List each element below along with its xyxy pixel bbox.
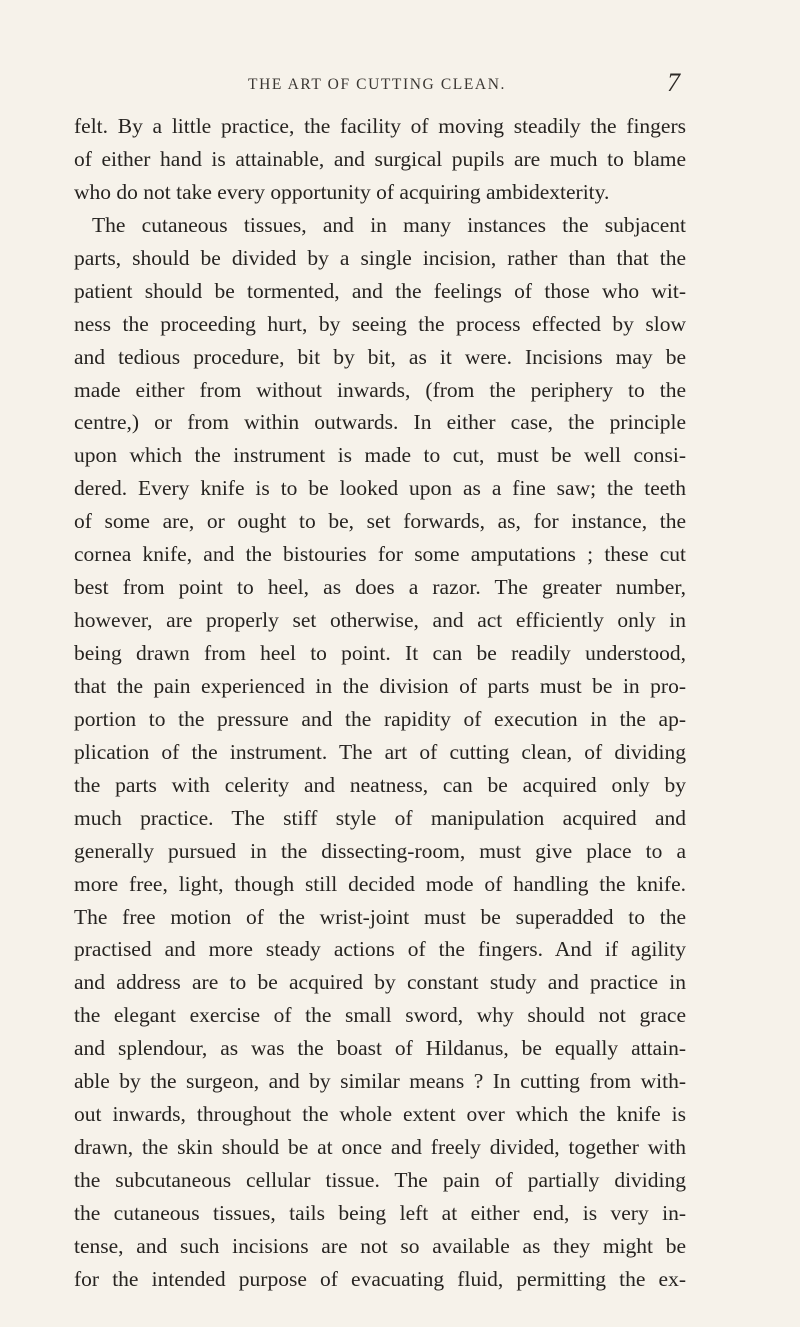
text-line: cornea knife, and the bistouries for some amputations ; these cut	[74, 542, 686, 567]
text-line: dered. Every knife is to be looked upon as a fine saw; the teeth	[74, 476, 686, 501]
text-line: centre,) or from within outwards. In either case, the principle	[74, 410, 686, 435]
text-line: and tedious procedure, bit by bit, as it were. Incisions may be	[74, 344, 686, 369]
text-line: out inwards, throughout the whole extent over which the knife is	[74, 1102, 686, 1127]
text-line: parts, should be divided by a single incision, rather than that the	[74, 245, 686, 270]
text-line: drawn, the skin should be at once and freely divided, together with	[74, 1135, 686, 1160]
text-line: the parts with celerity and neatness, can be acquired only by	[74, 772, 686, 797]
text-line: practised and more steady actions of the fingers. And if agility	[74, 937, 686, 962]
text-line: the elegant exercise of the small sword, why should not grace	[74, 1003, 686, 1028]
text-line: for the intended purpose of evacuating fluid, permitting the ex-	[74, 1266, 686, 1291]
text-line: plication of the instrument. The art of cutting clean, of dividing	[74, 739, 686, 764]
text-line: of some are, or ought to be, set forwards, as, for instance, the	[74, 509, 686, 534]
text-line: and splendour, as was the boast of Hildanus, be equally attain-	[74, 1036, 686, 1061]
running-header	[74, 68, 680, 106]
text-line: able by the surgeon, and by similar means ? In cutting from with-	[74, 1069, 686, 1094]
body-text	[74, 110, 686, 1296]
text-line: The cutaneous tissues, and in many instances the subjacent	[92, 212, 686, 237]
text-line: ness the proceeding hurt, by seeing the process effected by slow	[74, 311, 686, 336]
text-line: patient should be tormented, and the feelings of those who wit-	[74, 278, 686, 303]
text-line: being drawn from heel to point. It can be readily understood,	[74, 641, 686, 665]
text-line: however, are properly set otherwise, and act efficiently only in	[74, 608, 686, 633]
text-line: best from point to heel, as does a razor. The greater number,	[74, 575, 686, 600]
text-line: of either hand is attainable, and surgical pupils are much to blame	[74, 146, 686, 171]
text-line: the subcutaneous cellular tissue. The pain of partially dividing	[74, 1168, 686, 1192]
page-number: 7	[667, 68, 680, 97]
text-line: portion to the pressure and the rapidity of execution in the ap-	[74, 706, 686, 731]
text-line: made either from without inwards, (from the periphery to the	[74, 377, 686, 402]
text-line: The free motion of the wrist-joint must be superadded to the	[74, 904, 686, 929]
text-line: felt. By a little practice, the facility of moving steadily the fingers	[74, 114, 686, 138]
running-title: THE ART OF CUTTING CLEAN.	[248, 76, 506, 93]
text-line: more free, light, though still decided mode of handling the knife.	[74, 871, 686, 896]
text-line: upon which the instrument is made to cut, must be well consi-	[74, 443, 686, 468]
text-line: and address are to be acquired by constant study and practice in	[74, 970, 686, 995]
text-line: generally pursued in the dissecting-room, must give place to a	[74, 838, 686, 863]
text-line: the cutaneous tissues, tails being left at either end, is very in-	[74, 1200, 686, 1225]
text-line: that the pain experienced in the division of parts must be in pro-	[74, 673, 686, 698]
text-line: tense, and such incisions are not so available as they might be	[74, 1233, 686, 1258]
text-line: much practice. The stiff style of manipulation acquired and	[74, 805, 686, 830]
text-line: who do not take every opportunity of acquiring ambidexterity.	[74, 179, 610, 204]
